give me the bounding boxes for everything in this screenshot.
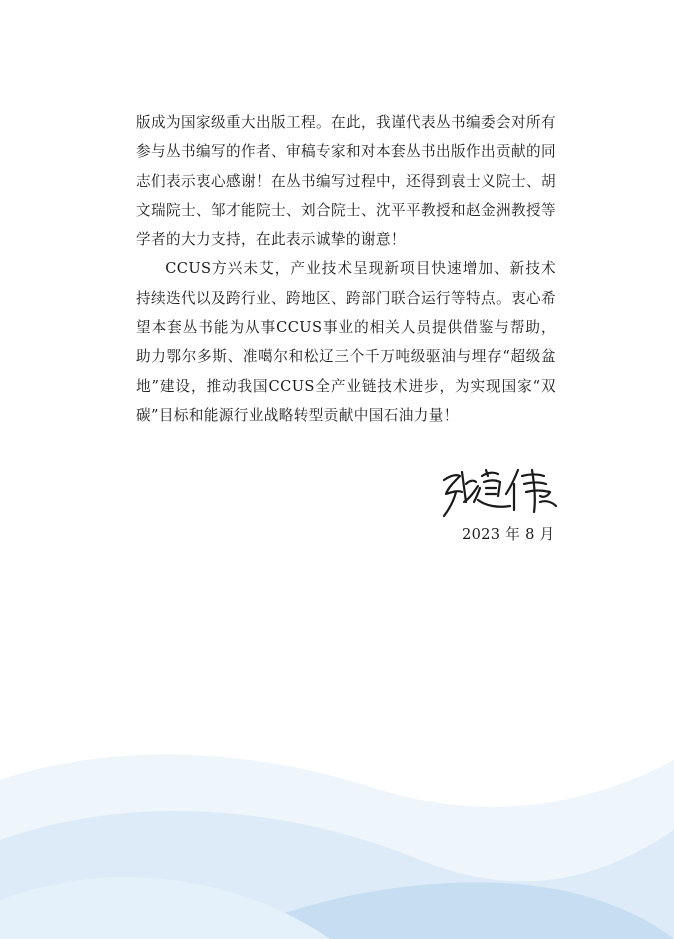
preface-text [136, 108, 556, 430]
wave-decoration [0, 720, 674, 939]
date: 2023 年 8 月 [462, 526, 555, 543]
handwritten-signature [440, 462, 560, 520]
paragraph: CCUS方兴未艾，产业技术呈现新项目快速增加、新技术持续迭代以及跨行业、跨地区、跨部门联合运行等特点。衷心希望本套丛书能为从事CCUS事业的相关人员提供借鉴与帮助，助力鄂尔多斯、准噶尔和松辽三个千万吨级驱油与埋存“超级盆地”建设，推动我国CCUS全产业链技术进步，为实现国家“双碳”目标和能源行业战略转型贡献中国石油力量！ [136, 260, 556, 424]
signature-name: 张道伟 [440, 462, 443, 463]
paragraph: 版成为国家级重大出版工程。在此，我谨代表丛书编委会对所有参与丛书编写的作者、审稿专家和对本套丛书出版作出贡献的同志们表示衷心感谢！在丛书编写过程中，还得到袁士义院士、胡文瑞院士、邹才能院士、刘合院士、沈平平教授和赵金洲教授等学者的大力支持，在此表示诚挚的谢意！ [136, 114, 556, 249]
